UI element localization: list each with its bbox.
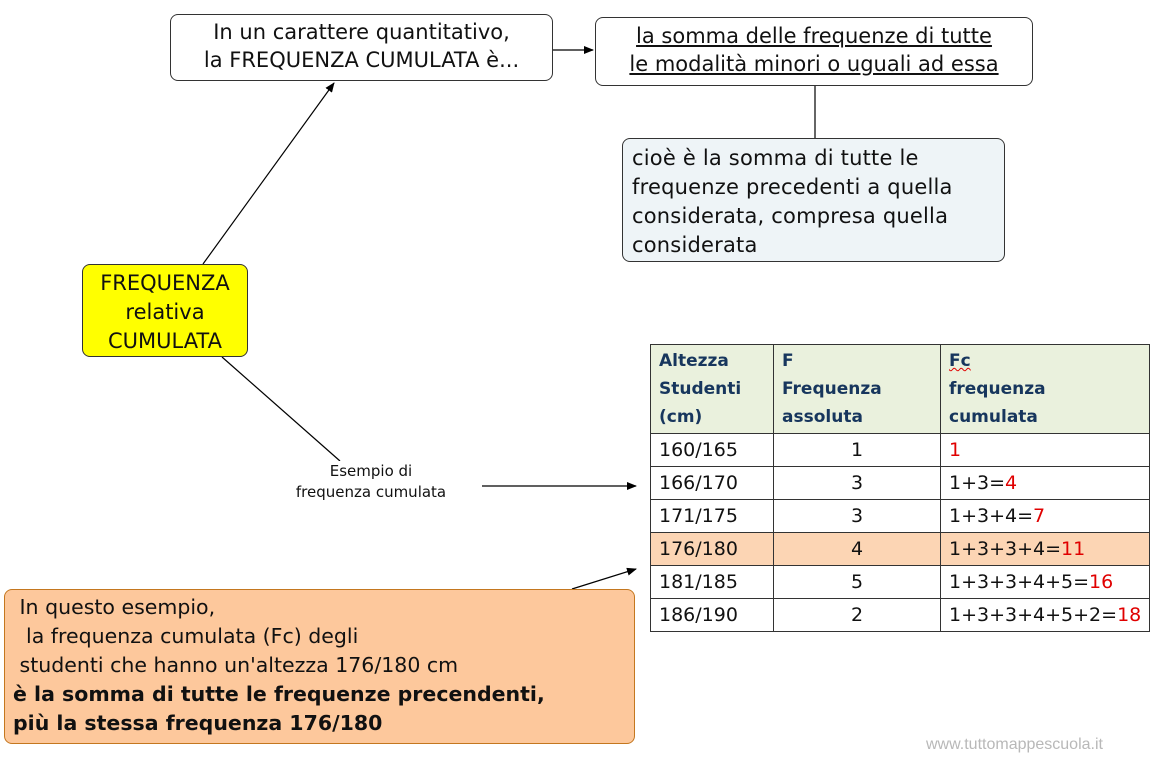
cell-altezza: 171/175 <box>651 500 774 533</box>
table-row <box>651 434 1150 467</box>
table-row <box>651 566 1150 599</box>
cell-frequenza: 1 <box>774 434 941 467</box>
cumulative-total: 4 <box>1005 472 1018 494</box>
cumulative-total: 1 <box>949 439 962 461</box>
cell-cumulata <box>941 599 1150 632</box>
explanation-line: considerata <box>632 233 758 257</box>
header-line: assoluta <box>782 407 863 427</box>
header-line: Altezza <box>659 351 729 371</box>
cell-frequenza: 4 <box>774 533 941 566</box>
definition-question-line: In un carattere quantitativo, <box>213 20 510 44</box>
explanation-line: cioè è la somma di tutte le <box>632 146 919 170</box>
cumulative-sum: 1+3= <box>949 472 1006 494</box>
main-concept-line: relativa <box>125 300 205 324</box>
example-note-line: In questo esempio, <box>13 595 216 619</box>
header-line: cumulata <box>949 407 1038 427</box>
definition-question-node <box>170 14 553 81</box>
explanation-line: frequenze precedenti a quella <box>632 175 953 199</box>
explanation-node <box>622 138 1005 262</box>
cumulative-sum: 1+3+3+4+5+2= <box>949 604 1118 626</box>
table-row-highlighted <box>651 533 1150 566</box>
cell-frequenza: 3 <box>774 500 941 533</box>
definition-answer-line: le modalità minori o uguali ad essa <box>629 52 999 76</box>
definition-question-line: la FREQUENZA CUMULATA è... <box>203 48 520 72</box>
cell-cumulata <box>941 500 1150 533</box>
cumulative-total: 7 <box>1033 505 1046 527</box>
link-label-line: frequenza cumulata <box>295 483 447 501</box>
cell-frequenza: 3 <box>774 467 941 500</box>
cell-frequenza: 2 <box>774 599 941 632</box>
cell-altezza: 186/190 <box>651 599 774 632</box>
table-row <box>651 500 1150 533</box>
cell-altezza: 166/170 <box>651 467 774 500</box>
table-row <box>651 599 1150 632</box>
explanation-line: considerata, compresa quella <box>632 204 949 228</box>
main-concept-line: CUMULATA <box>107 329 222 353</box>
cell-altezza: 181/185 <box>651 566 774 599</box>
cumulative-sum: 1+3+4= <box>949 505 1034 527</box>
link-label-line: Esempio di <box>329 462 413 480</box>
header-line: Frequenza <box>782 379 882 399</box>
line-main-to-label <box>222 357 340 461</box>
main-concept-line: FREQUENZA <box>100 271 230 295</box>
cumulative-total: 11 <box>1061 538 1086 560</box>
header-line: Studenti <box>659 379 742 399</box>
frequency-table <box>650 344 1150 632</box>
watermark: www.tuttomappescuola.it <box>926 736 1103 753</box>
example-link-label <box>260 461 482 503</box>
header-frequenza-cumulata <box>941 345 1150 434</box>
cell-cumulata <box>941 434 1150 467</box>
cumulative-sum: 1+3+3+4+5= <box>949 571 1090 593</box>
cumulative-total: 18 <box>1117 604 1142 626</box>
example-note-node <box>4 589 635 744</box>
arrow-main-to-definition <box>203 83 334 264</box>
table-row <box>651 467 1150 500</box>
example-note-line: la frequenza cumulata (Fc) degli <box>13 624 359 648</box>
cell-frequenza: 5 <box>774 566 941 599</box>
table-header-row <box>651 345 1150 434</box>
cell-cumulata <box>941 533 1150 566</box>
cell-altezza: 176/180 <box>651 533 774 566</box>
example-note-bold-line: è la somma di tutte le frequenze precendenti, <box>13 682 545 706</box>
definition-answer-node <box>595 17 1033 86</box>
cumulative-total: 16 <box>1089 571 1114 593</box>
cell-cumulata <box>941 566 1150 599</box>
header-line: (cm) <box>659 407 703 427</box>
example-note-line: studenti che hanno un'altezza 176/180 cm <box>13 653 459 677</box>
main-concept-node <box>82 264 248 357</box>
header-line: Fc <box>949 351 971 371</box>
arrow-example-to-table <box>572 569 636 589</box>
header-line: frequenza <box>949 379 1046 399</box>
header-frequenza-assoluta <box>774 345 941 434</box>
cell-cumulata <box>941 467 1150 500</box>
cell-altezza: 160/165 <box>651 434 774 467</box>
header-line: F <box>782 351 794 371</box>
cumulative-sum: 1+3+3+4= <box>949 538 1062 560</box>
definition-answer-line: la somma delle frequenze di tutte <box>636 24 992 48</box>
header-altezza <box>651 345 774 434</box>
example-note-bold-line: più la stessa frequenza 176/180 <box>13 711 383 735</box>
